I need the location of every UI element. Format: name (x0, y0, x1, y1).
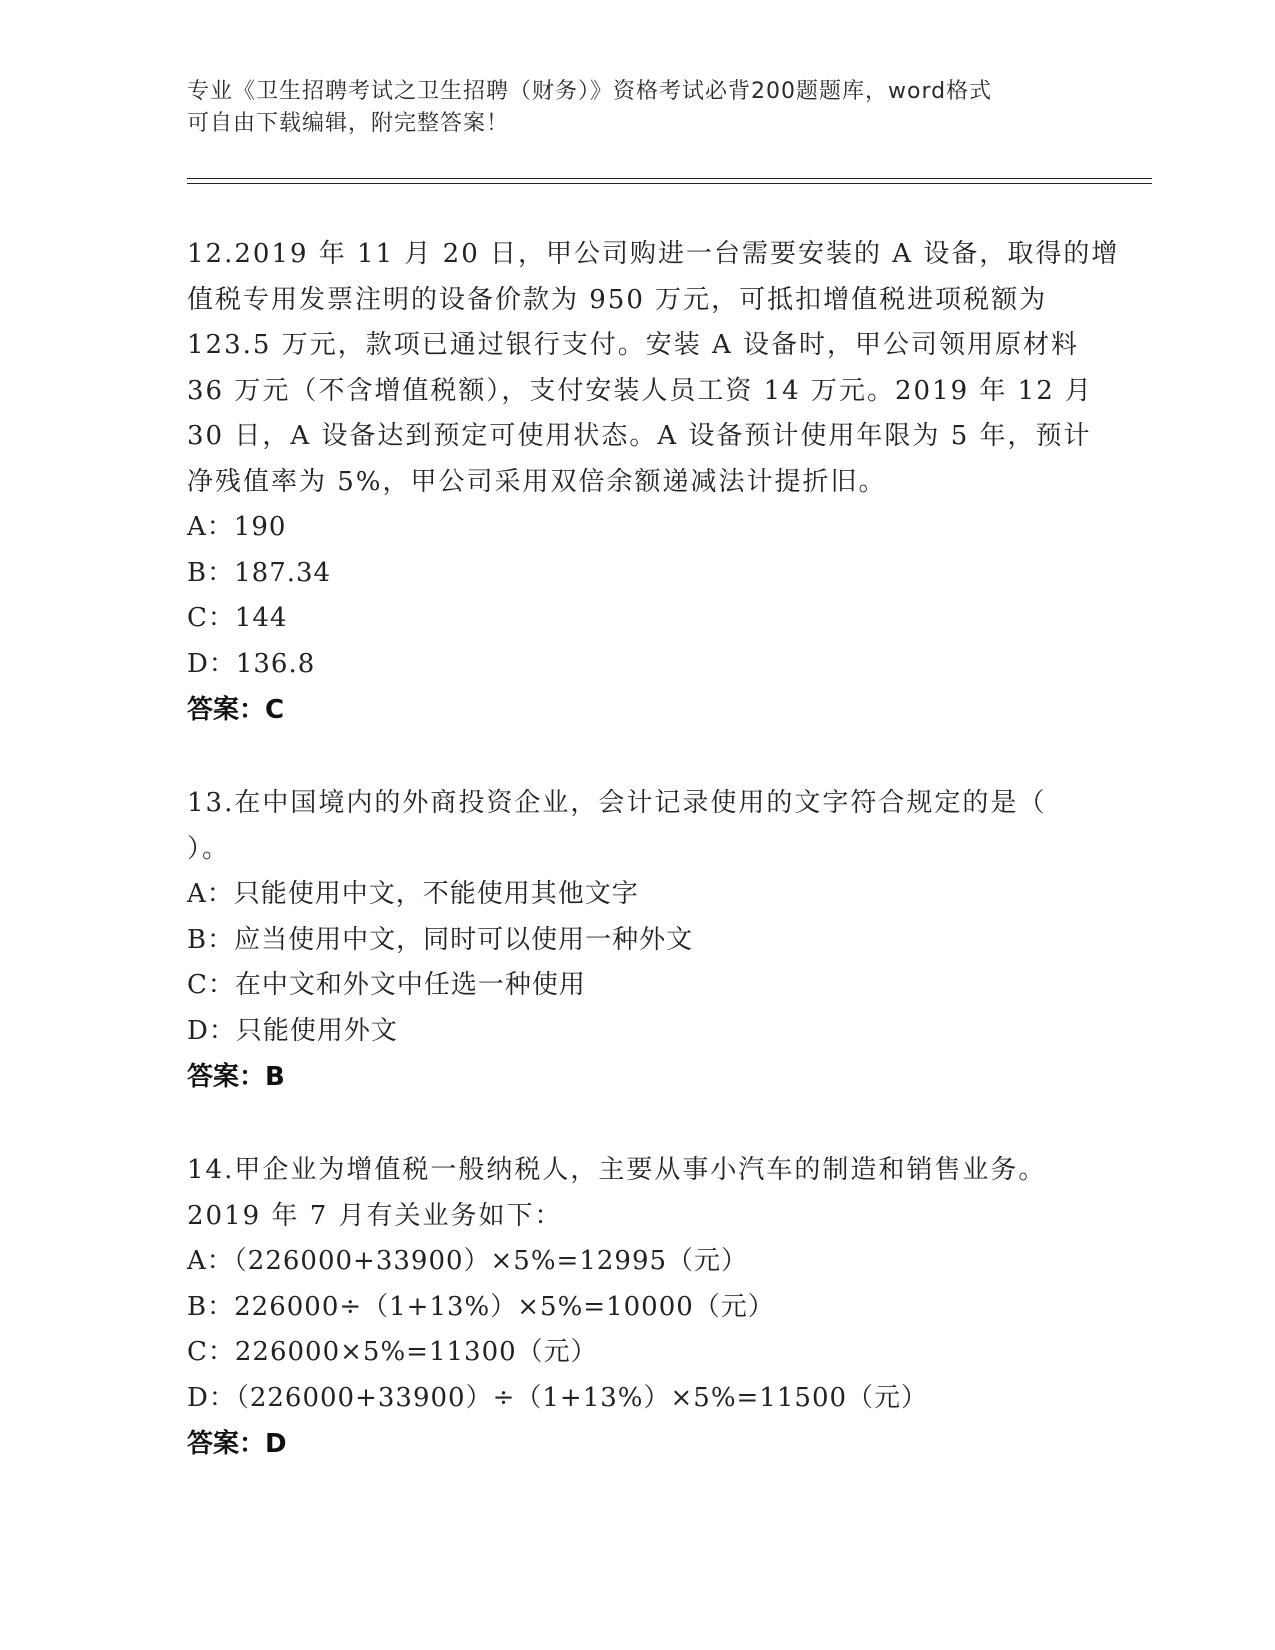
option-a: A：190 (187, 512, 287, 542)
option-a: A：（226000+33900）×5%=12995（元） (187, 1246, 749, 1276)
question-text-line: 2019 年 7 月有关业务如下： (187, 1200, 563, 1231)
question-13 (187, 781, 1087, 1100)
header-divider-top (187, 178, 1152, 179)
option-b: B：187.34 (187, 557, 332, 588)
header-divider-bottom (187, 183, 1152, 184)
option-c: C：226000×5%=11300（元） (187, 1337, 598, 1367)
question-text-line: 14.甲企业为增值税一般纳税人，主要从事小汽车的制造和销售业务。 (187, 1155, 1047, 1185)
question-text-line: 净残值率为 5%，甲公司采用双倍余额递减法计提折旧。 (187, 466, 887, 497)
question-12 (187, 232, 1120, 733)
option-b: B：应当使用中文，同时可以使用一种外文 (187, 924, 694, 955)
answer-label: 答案：C (187, 695, 285, 725)
question-text-line: ）。 (187, 833, 231, 864)
question-text-line: 123.5 万元，款项已通过银行支付。安装 A 设备时，甲公司领用原材料 (187, 330, 1080, 360)
question-text-line: 值税专用发票注明的设备价款为 950 万元，可抵扣增值税进项税额为 (187, 284, 1048, 315)
question-text-line: 30 日，A 设备达到预定可使用状态。A 设备预计使用年限为 5 年，预计 (187, 421, 1092, 451)
option-a: A：只能使用中文，不能使用其他文字 (187, 879, 639, 909)
header-title-line-2: 可自由下载编辑，附完整答案！ (187, 111, 510, 136)
header-title-line-1: 专业《卫生招聘考试之卫生招聘（财务）》资格考试必背200题题库，word格式 (187, 79, 993, 104)
question-list (187, 232, 1120, 1515)
option-d: D：只能使用外文 (187, 1015, 398, 1046)
question-text-line: 36 万元（不含增值税额），支付安装人员工资 14 万元。2019 年 12 月 (187, 375, 1094, 406)
option-d: D：136.8 (187, 648, 316, 679)
answer-label: 答案：B (187, 1062, 285, 1092)
question-text-line: 13.在中国境内的外商投资企业，会计记录使用的文字符合规定的是（ (187, 788, 1047, 818)
option-c: C：在中文和外文中任选一种使用 (187, 970, 586, 1000)
question-14 (187, 1148, 1087, 1467)
answer-label: 答案：D (187, 1429, 287, 1459)
question-text-line: 12.2019 年 11 月 20 日，甲公司购进一台需要安装的 A 设备，取得的增 (187, 239, 1120, 269)
option-b: B：226000÷（1+13%）×5%=10000（元） (187, 1291, 775, 1322)
option-c: C：144 (187, 603, 288, 633)
option-d: D：（226000+33900）÷（1+13%）×5%=11500（元） (187, 1382, 929, 1413)
document-header (187, 76, 1067, 140)
